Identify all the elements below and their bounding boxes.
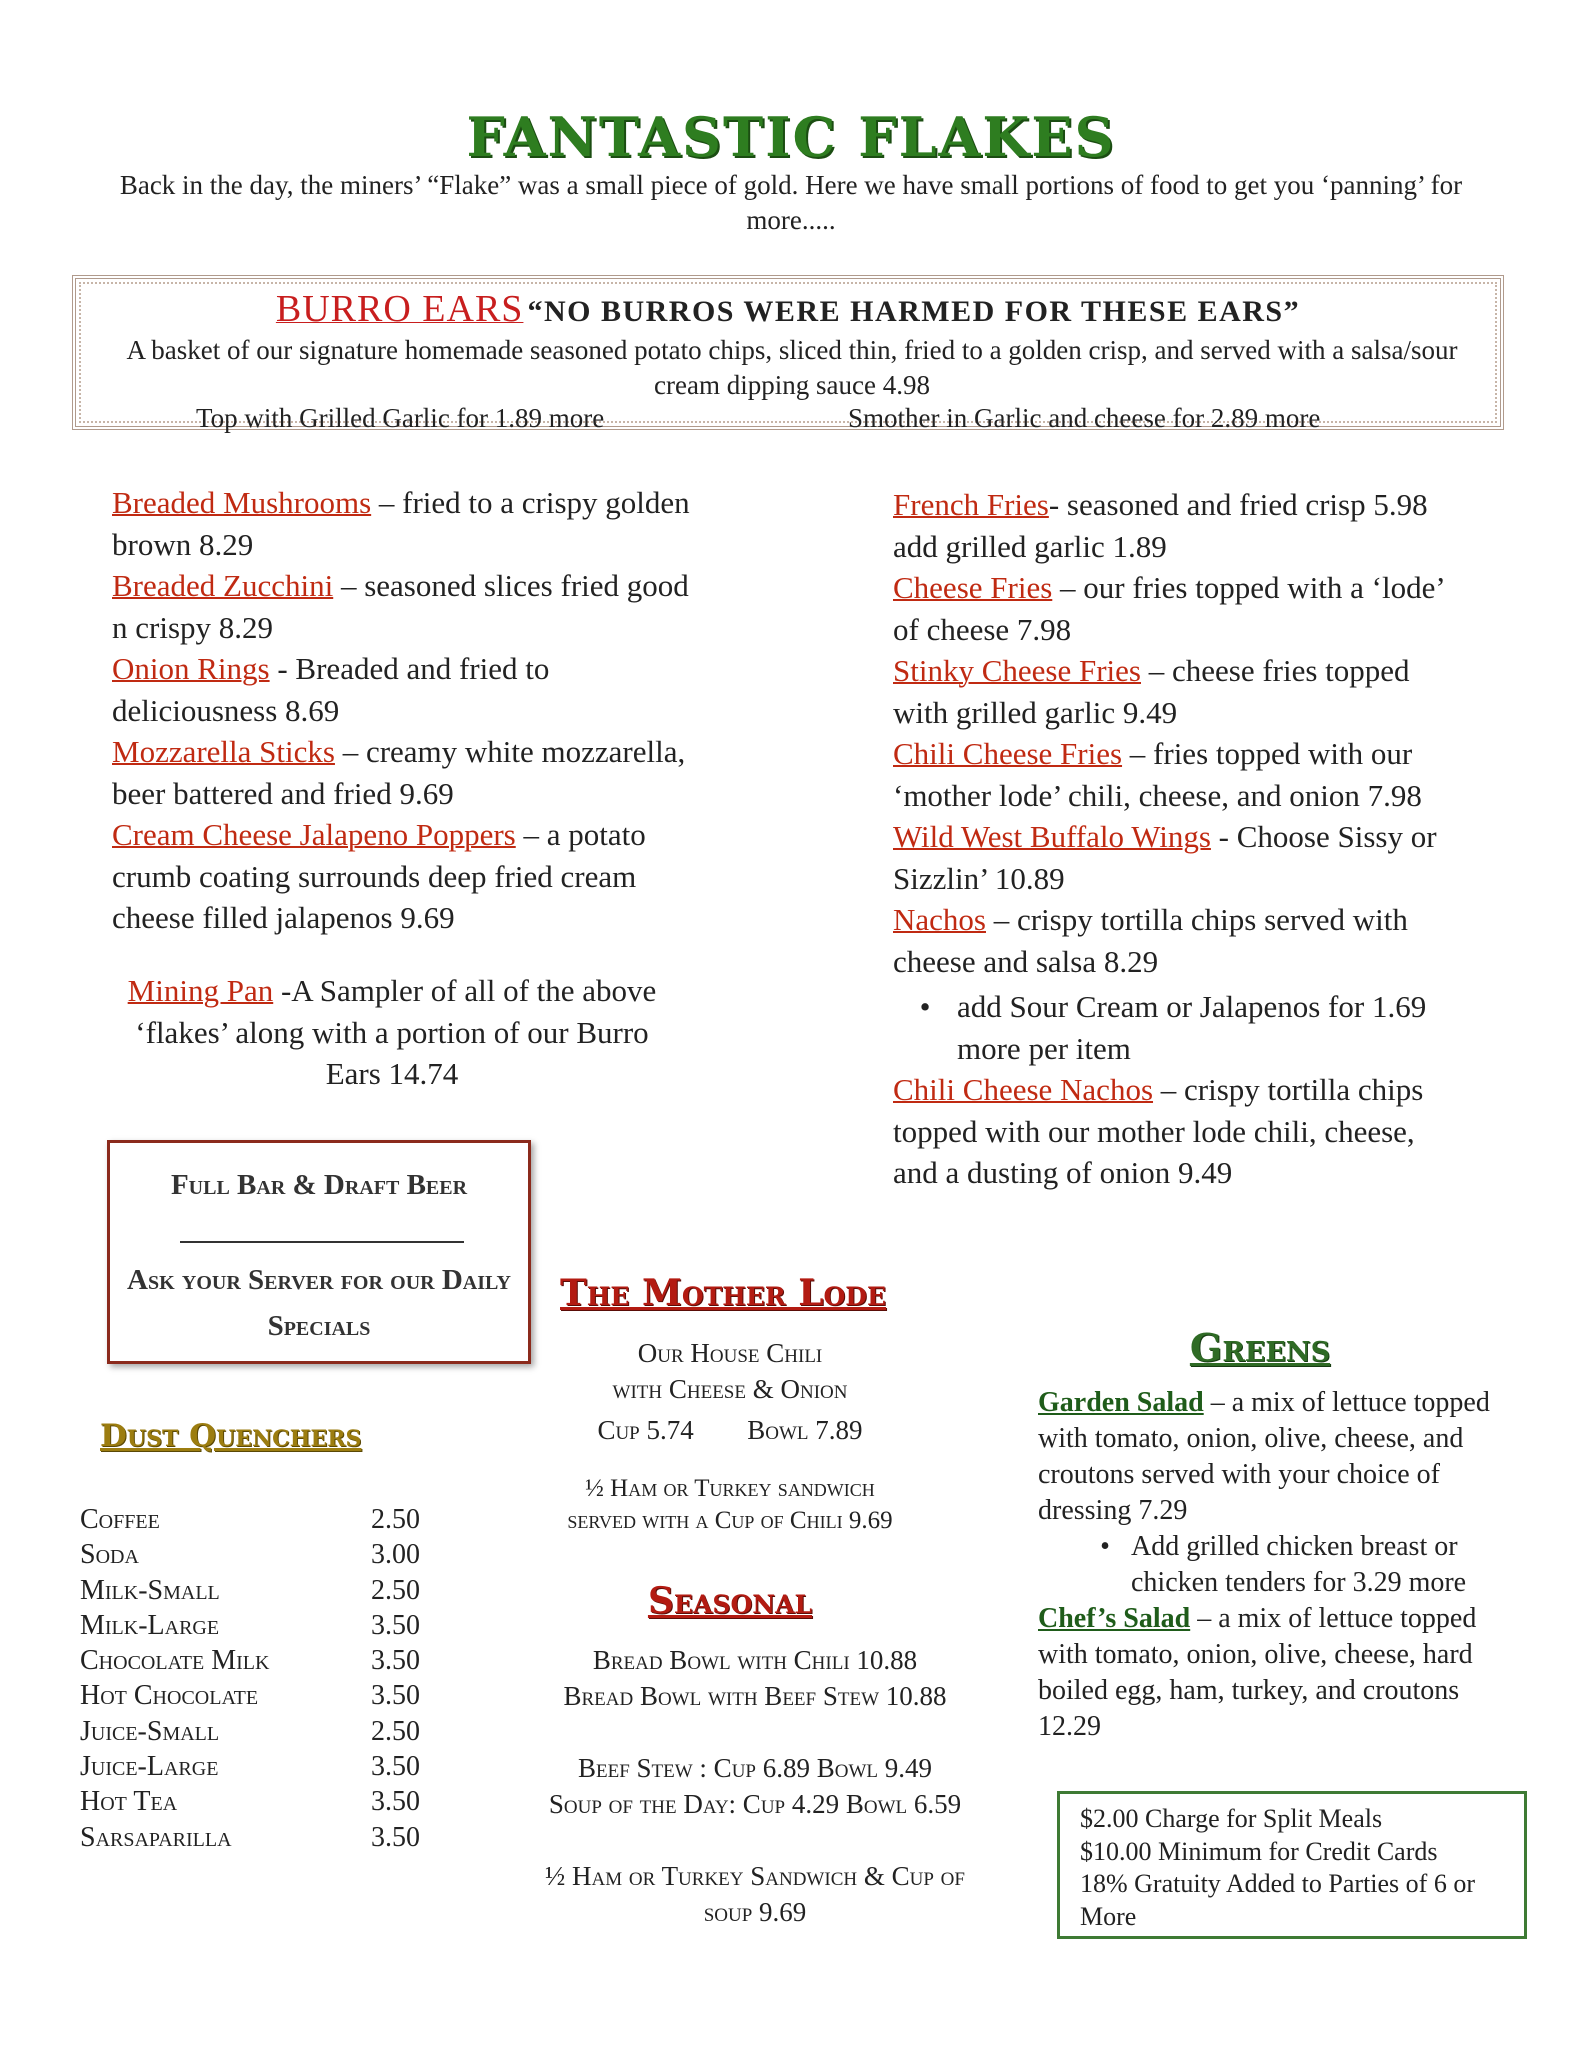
list-item — [80, 1784, 420, 1819]
seasonal-heading: Seasonal — [647, 1580, 813, 1622]
drink-name: Hot Chocolate — [80, 1680, 259, 1712]
chili-cup-price: Cup 5.74 — [597, 1415, 694, 1445]
drink-name: Milk-Large — [80, 1609, 220, 1641]
greens-heading: Greens — [1189, 1325, 1331, 1370]
item-desc: – crispy tortilla chips served with cheese and salsa 8.29 — [893, 902, 1408, 979]
item-desc: - seasoned and fried crisp 5.98 add grilled garlic 1.89 — [893, 487, 1428, 564]
list-item: Soup of the Day: Cup 4.29 Bowl 6.59 — [548, 1789, 962, 1819]
list-item: Bread Bowl with Beef Stew 10.88 — [563, 1681, 947, 1711]
chili-bowl-price: Bowl 7.89 — [747, 1415, 863, 1445]
drink-price: 3.50 — [371, 1821, 420, 1853]
list-item — [80, 1678, 420, 1713]
drink-price: 3.50 — [371, 1680, 420, 1712]
list-item — [470, 1714, 1040, 1750]
drink-name: Hot Tea — [80, 1786, 178, 1818]
policy-notes-box — [1057, 1791, 1527, 1939]
bullet-icon: • — [919, 989, 931, 1024]
intro-text: Back in the day, the miners’ “Flake” was a small piece of gold. Here we have small portions of food to get you ‘panning’ for more..... — [119, 170, 1463, 235]
drinks-list — [80, 1502, 420, 1855]
garden-addon-text: Add grilled chicken breast or chicken tenders for 3.29 more — [1131, 1531, 1467, 1598]
list-item — [80, 1714, 420, 1749]
menu-item — [112, 814, 702, 939]
menu-item — [893, 1069, 1453, 1194]
sandwich-line-1: ½ Ham or Turkey sandwich — [585, 1475, 875, 1502]
item-name: Cheese Fries — [893, 570, 1053, 605]
chili-line-1: Our House Chili — [637, 1338, 823, 1368]
daily-specials-text: Ask your Server for our Daily Specials — [127, 1264, 511, 1342]
item-desc: – creamy white mozzarella, beer battered and fried 9.69 — [112, 734, 686, 811]
menu-item — [1038, 1385, 1518, 1529]
list-item: Beef Stew : Cup 6.89 Bowl 9.49 — [577, 1753, 933, 1783]
sandwich-line-2: served with a Cup of Chili 9.69 — [567, 1507, 893, 1534]
item-desc: -A Sampler of all of the above ‘flakes’ along with a portion of our Burro Ears 14.74 — [135, 973, 657, 1091]
list-item — [470, 1822, 1040, 1858]
menu-item — [893, 484, 1453, 567]
full-bar-text: Full Bar & Draft Beer — [170, 1169, 468, 1201]
burro-ears-box — [72, 275, 1504, 433]
burro-ears-addon-garlic: Top with Grilled Garlic for 1.89 more — [196, 403, 605, 433]
menu-item — [893, 567, 1453, 650]
list-item: soup 9.69 — [703, 1897, 807, 1927]
item-name: Nachos — [893, 902, 986, 937]
drink-price: 3.50 — [371, 1645, 420, 1677]
menu-item — [112, 731, 702, 814]
item-desc: – seasoned slices fried good n crispy 8.29 — [112, 568, 689, 645]
item-desc: – fries topped with our ‘mother lode’ chili, cheese, and onion 7.98 — [893, 736, 1422, 813]
list-item — [80, 1573, 420, 1608]
item-name: Chili Cheese Nachos — [893, 1072, 1154, 1107]
item-desc: - Choose Sissy or Sizzlin’ 10.89 — [893, 819, 1437, 896]
drink-price: 3.50 — [371, 1786, 420, 1818]
drink-price: 2.50 — [371, 1574, 420, 1606]
item-desc: - Breaded and fried to deliciousness 8.69 — [112, 651, 550, 728]
greens-column — [1038, 1385, 1518, 1745]
mining-pan-item — [112, 970, 672, 1095]
item-name: Chili Cheese Fries — [893, 736, 1123, 771]
item-name: Chef’s Salad — [1038, 1603, 1191, 1634]
drink-name: Soda — [80, 1539, 139, 1571]
item-name: Wild West Buffalo Wings — [893, 819, 1211, 854]
drink-name: Coffee — [80, 1504, 160, 1535]
list-item — [80, 1820, 420, 1855]
item-desc: – crispy tortilla chips topped with our mother lode chili, cheese, and a dusting of onion 9.49 — [893, 1072, 1424, 1190]
burro-ears-name: BURRO EARS — [275, 288, 524, 330]
seasonal-list — [470, 1642, 1040, 1930]
nachos-addon-text: add Sour Cream or Jalapenos for 1.69 more per item — [957, 989, 1427, 1066]
menu-item — [893, 899, 1453, 982]
burro-ears-addon-cheese: Smother in Garlic and cheese for 2.89 more — [848, 403, 1321, 433]
drink-price: 3.00 — [371, 1539, 420, 1571]
menu-item — [1038, 1601, 1518, 1745]
item-name: Stinky Cheese Fries — [893, 653, 1141, 688]
item-name: Onion Rings — [112, 651, 270, 686]
drink-name: Chocolate Milk — [80, 1645, 270, 1677]
drink-name: Milk-Small — [80, 1574, 220, 1606]
list-item — [80, 1537, 420, 1572]
menu-item — [112, 482, 702, 565]
list-item — [80, 1608, 420, 1643]
burro-ears-tagline: “NO BURROS WERE HARMED FOR THESE EARS” — [527, 295, 1301, 328]
item-name: Breaded Mushrooms — [112, 485, 372, 520]
drink-price: 3.50 — [371, 1751, 420, 1783]
item-name: Garden Salad — [1038, 1387, 1204, 1418]
item-desc: – a mix of lettuce topped with tomato, onion, olive, cheese, and croutons served with your choice of dressing 7.29 — [1038, 1387, 1490, 1526]
list-item — [80, 1502, 420, 1537]
drink-price: 3.50 — [371, 1609, 420, 1641]
item-name: Breaded Zucchini — [112, 568, 334, 603]
item-desc: – cheese fries topped with grilled garlic 9.49 — [893, 653, 1410, 730]
note-credit-minimum: $10.00 Minimum for Credit Cards — [1080, 1836, 1438, 1866]
nachos-addon-bullet — [893, 986, 1453, 1069]
note-split-meals: $2.00 Charge for Split Meals — [1080, 1804, 1383, 1833]
bullet-icon: • — [1100, 1531, 1110, 1562]
menu-item — [893, 816, 1453, 899]
mother-lode-heading: The Mother Lode — [560, 1272, 887, 1314]
menu-item — [893, 733, 1453, 816]
drink-name: Juice-Small — [80, 1715, 220, 1747]
garden-addon-bullet — [1038, 1529, 1518, 1601]
list-item — [80, 1749, 420, 1784]
menu-item — [893, 650, 1453, 733]
dust-quenchers-heading: Dust Quenchers — [100, 1418, 362, 1454]
left-menu-column — [112, 482, 702, 939]
item-desc: – a mix of lettuce topped with tomato, onion, olive, cheese, hard boiled egg, ham, turkey, and croutons 12.29 — [1038, 1603, 1477, 1742]
item-name: French Fries — [893, 487, 1049, 522]
chili-description — [490, 1335, 970, 1407]
right-menu-column — [893, 484, 1453, 1194]
burro-ears-heading — [76, 287, 1500, 331]
page-title: FANTASTIC FLAKES — [466, 105, 1116, 169]
drink-price: 2.50 — [371, 1504, 420, 1535]
menu-item — [112, 565, 702, 648]
chili-prices — [490, 1415, 970, 1446]
item-desc: – a potato crumb coating surrounds deep fried cream cheese filled jalapenos 9.69 — [112, 817, 646, 935]
list-item: Bread Bowl with Chili 10.88 — [592, 1645, 918, 1675]
drink-name: Juice-Large — [80, 1751, 219, 1783]
list-item — [80, 1643, 420, 1678]
bar-specials-box — [107, 1140, 531, 1364]
menu-item — [112, 648, 702, 731]
item-desc: – fried to a crispy golden brown 8.29 — [112, 485, 690, 562]
list-item: ½ Ham or Turkey Sandwich & Cup of — [545, 1861, 965, 1891]
item-name: Mining Pan — [127, 973, 274, 1008]
burro-ears-description: A basket of our signature homemade seasoned potato chips, sliced thin, fried to a golden crisp, and served with a salsa/sour cream dipping sauce 4.98 — [126, 335, 1458, 400]
item-name: Mozzarella Sticks — [112, 734, 335, 769]
note-gratuity: 18% Gratuity Added to Parties of 6 or More — [1080, 1869, 1475, 1931]
chili-line-2: with Cheese & Onion — [612, 1374, 848, 1404]
drink-price: 2.50 — [371, 1715, 420, 1747]
item-desc: – our fries topped with a ‘lode’ of cheese 7.98 — [893, 570, 1444, 647]
chili-sandwich-combo — [490, 1473, 970, 1537]
divider — [180, 1241, 464, 1243]
drink-name: Sarsaparilla — [80, 1821, 232, 1853]
item-name: Cream Cheese Jalapeno Poppers — [112, 817, 516, 852]
